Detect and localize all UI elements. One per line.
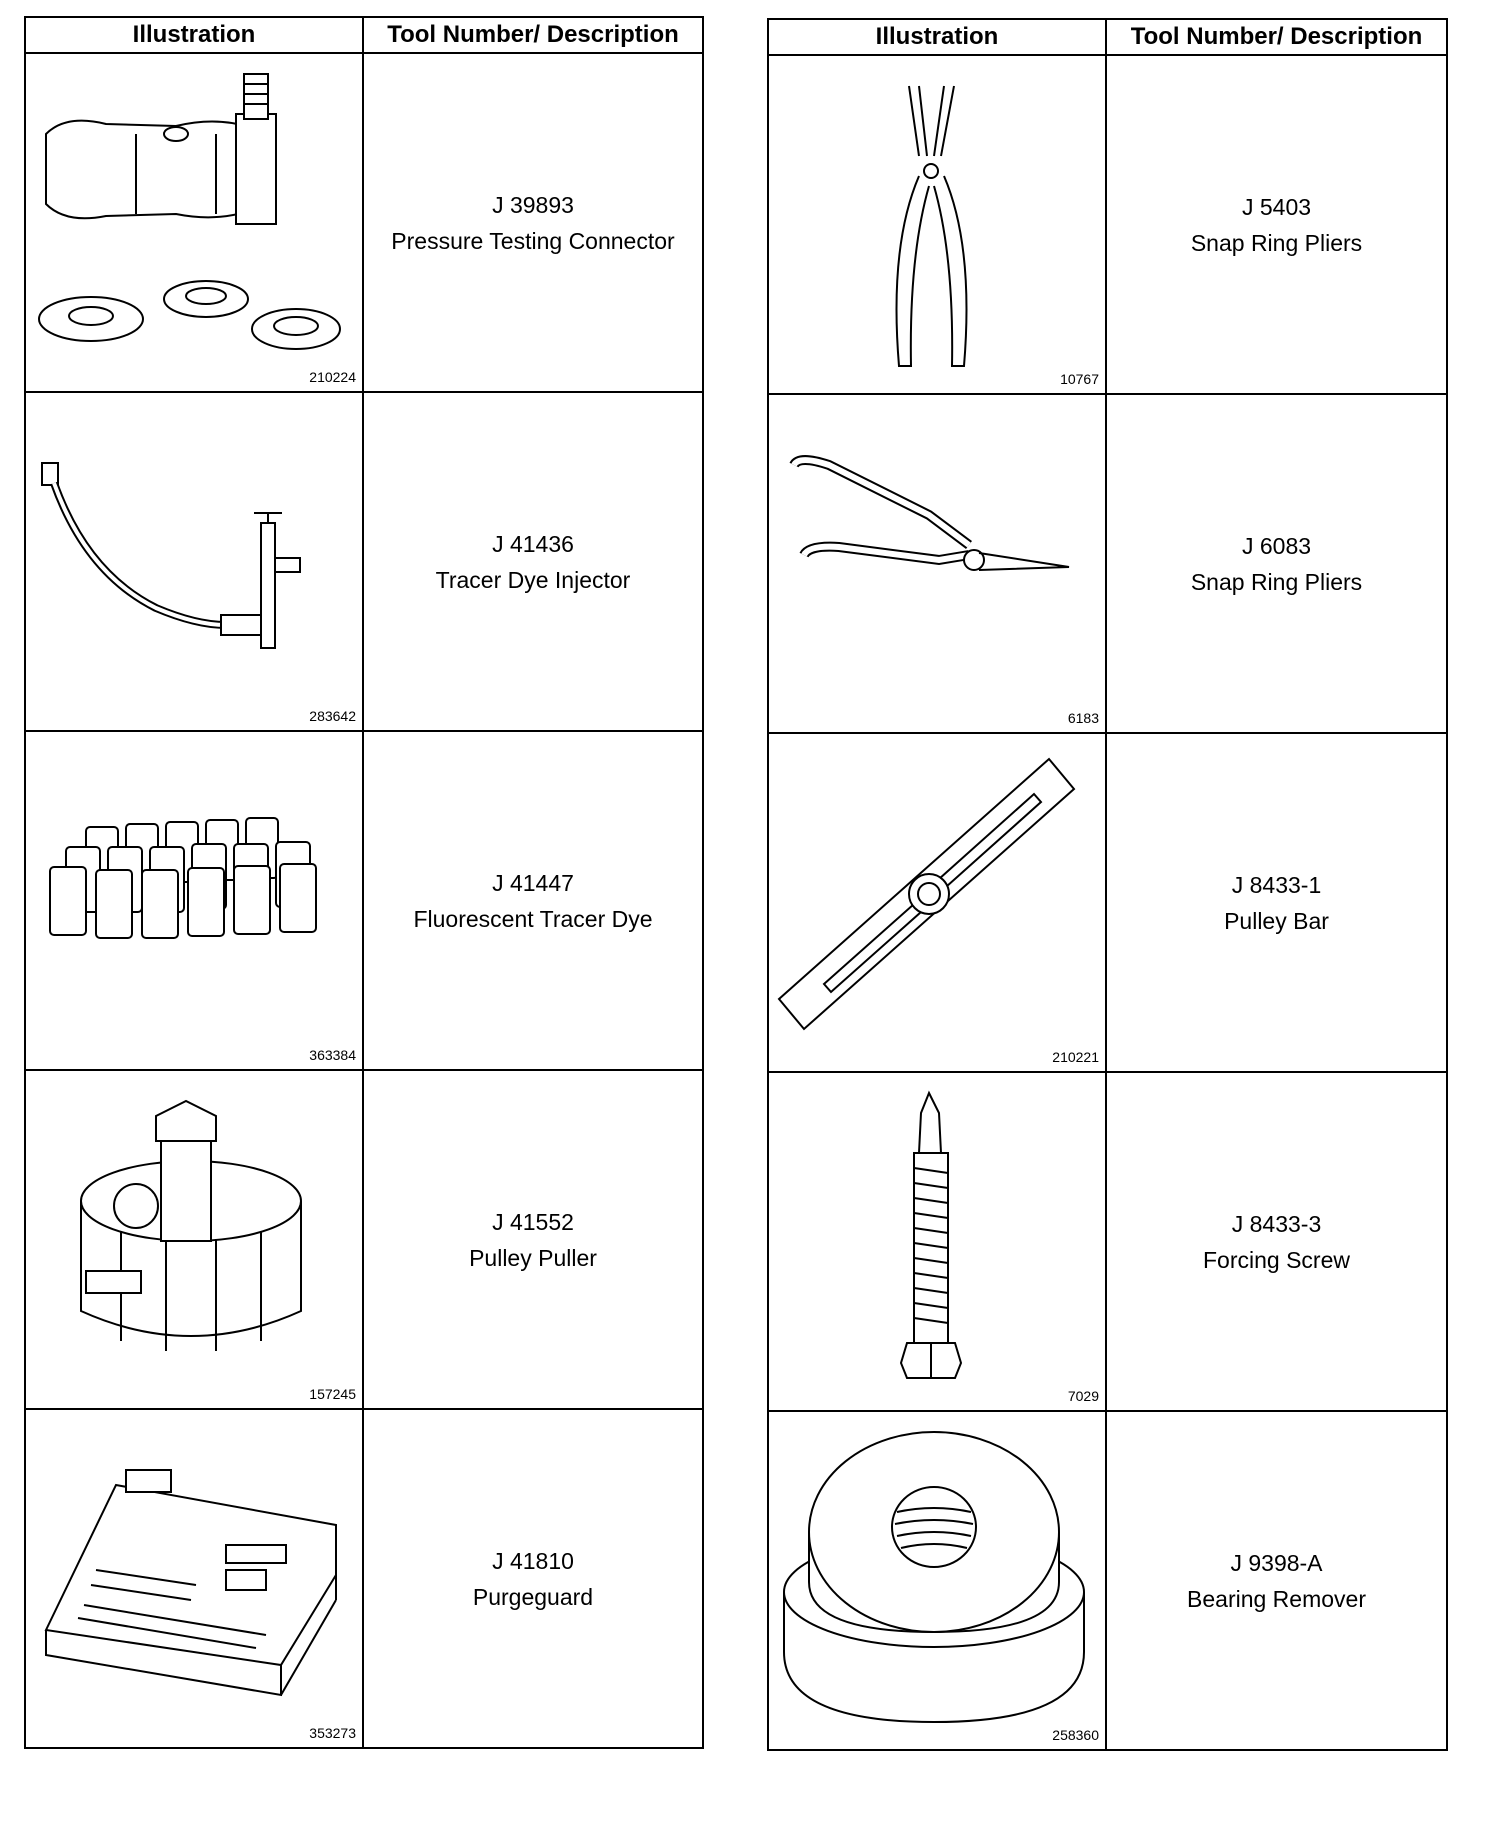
figure-number: 363384 <box>309 1047 356 1063</box>
table-row <box>768 1411 1447 1750</box>
tool-number: J 9398-A <box>1230 1549 1323 1576</box>
bottles-icon <box>26 732 362 1069</box>
illustration-cell <box>768 733 1106 1072</box>
purgeguard-box-icon <box>26 1410 362 1747</box>
tool-description-cell <box>1106 55 1447 394</box>
tool-description-cell <box>363 1409 703 1748</box>
tool-header: Tool Number/ Description <box>1106 19 1447 55</box>
tool-number: J 39893 <box>492 191 574 218</box>
tool-number: J 5403 <box>1241 193 1312 220</box>
tool-description: Purgeguard <box>472 1583 594 1610</box>
tool-description: Pulley Bar <box>1224 907 1329 934</box>
illustration-cell <box>25 1409 363 1748</box>
figure-number: 210224 <box>309 369 356 385</box>
bearing-remover-icon <box>769 1412 1105 1749</box>
tool-number: J 41447 <box>492 869 574 896</box>
table-row <box>768 55 1447 394</box>
tool-description: Snap Ring Pliers <box>1190 568 1363 595</box>
figure-number: 7029 <box>1067 1388 1099 1404</box>
left-tool-table <box>24 16 704 1749</box>
illustration-cell <box>768 1411 1106 1750</box>
figure-number: 258360 <box>1052 1727 1099 1743</box>
table-row <box>25 1409 703 1748</box>
figure-number: 210221 <box>1052 1049 1099 1065</box>
illustration-cell <box>25 53 363 392</box>
right-tool-table <box>767 18 1448 1751</box>
tool-description: Pressure Testing Connector <box>391 227 675 254</box>
tool-number: J 8433-3 <box>1231 1210 1322 1237</box>
illustration-header: Illustration <box>768 19 1106 55</box>
tool-description-cell <box>1106 1072 1447 1411</box>
tool-number: J 41436 <box>492 530 574 557</box>
illustration-cell <box>768 1072 1106 1411</box>
table-row <box>768 733 1447 1072</box>
pliers-icon <box>769 56 1105 393</box>
table-row <box>25 392 703 731</box>
figure-number: 283642 <box>309 708 356 724</box>
connector-icon <box>26 54 362 391</box>
tool-description: Fluorescent Tracer Dye <box>413 905 653 932</box>
tool-description-cell <box>1106 1411 1447 1750</box>
illustration-cell <box>25 1070 363 1409</box>
hose-icon <box>26 393 362 730</box>
tool-header: Tool Number/ Description <box>363 17 703 53</box>
tool-description-cell <box>363 731 703 1070</box>
table-row <box>25 731 703 1070</box>
table-row <box>25 1070 703 1409</box>
tool-description-cell <box>363 1070 703 1409</box>
tool-description: Pulley Puller <box>469 1244 597 1271</box>
puller-icon <box>26 1071 362 1408</box>
illustration-cell <box>768 55 1106 394</box>
illustration-cell <box>768 394 1106 733</box>
illustration-cell <box>25 731 363 1070</box>
table-row <box>25 53 703 392</box>
tool-description-cell <box>1106 394 1447 733</box>
pliers-angled-icon <box>769 395 1105 732</box>
tool-number: J 41552 <box>492 1208 574 1235</box>
tool-description: Tracer Dye Injector <box>435 566 631 593</box>
pulley-bar-icon <box>769 734 1105 1071</box>
figure-number: 353273 <box>309 1725 356 1741</box>
tool-description-cell <box>1106 733 1447 1072</box>
figure-number: 10767 <box>1060 371 1099 387</box>
tool-number: J 6083 <box>1241 532 1312 559</box>
illustration-cell <box>25 392 363 731</box>
tool-number: J 8433-1 <box>1231 871 1322 898</box>
tool-description: Forcing Screw <box>1203 1246 1350 1273</box>
table-row <box>768 394 1447 733</box>
tool-description-cell <box>363 53 703 392</box>
illustration-header: Illustration <box>25 17 363 53</box>
tool-number: J 41810 <box>492 1547 574 1574</box>
tool-description: Bearing Remover <box>1187 1585 1366 1612</box>
tool-description-cell <box>363 392 703 731</box>
forcing-screw-icon <box>769 1073 1105 1410</box>
figure-number: 6183 <box>1067 710 1099 726</box>
figure-number: 157245 <box>309 1386 356 1402</box>
table-row <box>768 1072 1447 1411</box>
tool-description: Snap Ring Pliers <box>1190 229 1363 256</box>
